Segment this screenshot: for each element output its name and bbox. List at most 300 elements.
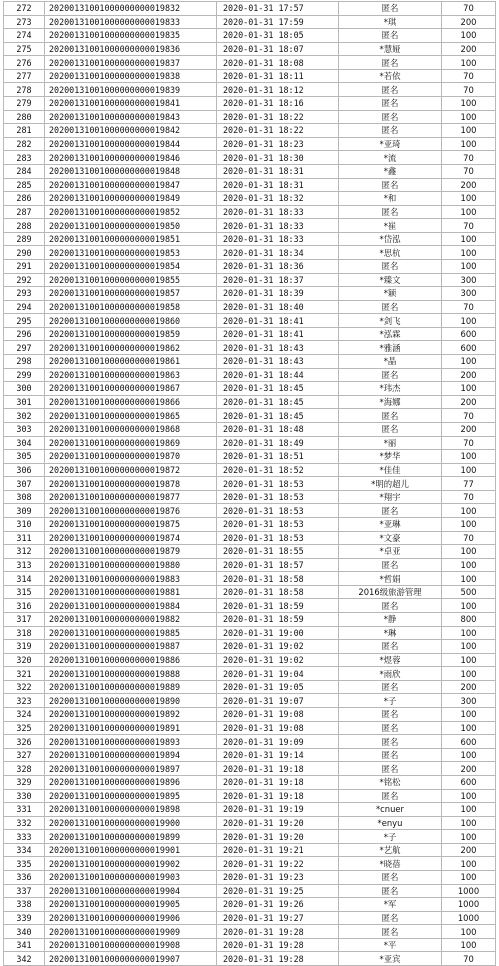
row-number-cell: 284 [4, 164, 45, 178]
amount-cell: 100 [442, 857, 496, 871]
amount-cell: 70 [442, 300, 496, 314]
order-id-cell: 20200131001000000000019907 [45, 952, 217, 966]
table-row [4, 273, 496, 287]
donor-name-cell: 匿名 [339, 735, 442, 749]
timestamp-cell: 2020-01-31 18:52 [217, 463, 339, 477]
amount-cell: 100 [442, 871, 496, 885]
timestamp-cell: 2020-01-31 17:59 [217, 15, 339, 29]
timestamp-cell: 2020-01-31 18:53 [217, 490, 339, 504]
row-number-cell: 277 [4, 69, 45, 83]
table-row [4, 735, 496, 749]
amount-cell: 1000 [442, 898, 496, 912]
timestamp-cell: 2020-01-31 18:44 [217, 368, 339, 382]
row-number-cell: 330 [4, 789, 45, 803]
row-number-cell: 298 [4, 355, 45, 369]
timestamp-cell: 2020-01-31 18:40 [217, 300, 339, 314]
amount-cell: 100 [442, 830, 496, 844]
amount-cell: 100 [442, 803, 496, 817]
amount-cell: 100 [442, 463, 496, 477]
table-row [4, 680, 496, 694]
order-id-cell: 20200131001000000000019895 [45, 789, 217, 803]
order-id-cell: 20200131001000000000019872 [45, 463, 217, 477]
table-row [4, 884, 496, 898]
order-id-cell: 20200131001000000000019833 [45, 15, 217, 29]
amount-cell: 500 [442, 585, 496, 599]
order-id-cell: 20200131001000000000019857 [45, 287, 217, 301]
timestamp-cell: 2020-01-31 18:23 [217, 137, 339, 151]
order-id-cell: 20200131001000000000019902 [45, 857, 217, 871]
table-row [4, 151, 496, 165]
donor-name-cell: *梦华 [339, 450, 442, 464]
timestamp-cell: 2020-01-31 19:22 [217, 857, 339, 871]
amount-cell: 100 [442, 97, 496, 111]
donor-name-cell: *铭松 [339, 775, 442, 789]
row-number-cell: 310 [4, 517, 45, 531]
amount-cell: 70 [442, 83, 496, 97]
donor-name-cell: 匿名 [339, 911, 442, 925]
row-number-cell: 278 [4, 83, 45, 97]
order-id-cell: 20200131001000000000019883 [45, 572, 217, 586]
table-row [4, 803, 496, 817]
timestamp-cell: 2020-01-31 19:18 [217, 762, 339, 776]
amount-cell: 600 [442, 775, 496, 789]
table-row [4, 246, 496, 260]
timestamp-cell: 2020-01-31 18:07 [217, 42, 339, 56]
order-id-cell: 20200131001000000000019903 [45, 871, 217, 885]
timestamp-cell: 2020-01-31 18:58 [217, 572, 339, 586]
donor-name-cell: 匿名 [339, 97, 442, 111]
donor-name-cell: *流 [339, 151, 442, 165]
row-number-cell: 280 [4, 110, 45, 124]
row-number-cell: 327 [4, 748, 45, 762]
table-row [4, 2, 496, 16]
donor-name-cell: *颖 [339, 287, 442, 301]
order-id-cell: 20200131001000000000019842 [45, 124, 217, 138]
amount-cell: 100 [442, 110, 496, 124]
table-row [4, 259, 496, 273]
table-row [4, 477, 496, 491]
row-number-cell: 338 [4, 898, 45, 912]
order-id-cell: 20200131001000000000019900 [45, 816, 217, 830]
row-number-cell: 279 [4, 97, 45, 111]
order-id-cell: 20200131001000000000019894 [45, 748, 217, 762]
order-id-cell: 20200131001000000000019901 [45, 843, 217, 857]
table-row [4, 925, 496, 939]
timestamp-cell: 2020-01-31 18:33 [217, 205, 339, 219]
order-id-cell: 20200131001000000000019905 [45, 898, 217, 912]
row-number-cell: 342 [4, 952, 45, 966]
amount-cell: 100 [442, 708, 496, 722]
donor-name-cell: 匿名 [339, 748, 442, 762]
timestamp-cell: 2020-01-31 18:43 [217, 341, 339, 355]
row-number-cell: 341 [4, 938, 45, 952]
amount-cell: 70 [442, 151, 496, 165]
order-id-cell: 20200131001000000000019896 [45, 775, 217, 789]
amount-cell: 100 [442, 599, 496, 613]
order-id-cell: 20200131001000000000019867 [45, 382, 217, 396]
table-row [4, 871, 496, 885]
row-number-cell: 292 [4, 273, 45, 287]
timestamp-cell: 2020-01-31 18:53 [217, 531, 339, 545]
row-number-cell: 296 [4, 327, 45, 341]
donor-name-cell: *亚琦 [339, 137, 442, 151]
order-id-cell: 20200131001000000000019849 [45, 192, 217, 206]
order-id-cell: 20200131001000000000019908 [45, 938, 217, 952]
donor-name-cell: 匿名 [339, 721, 442, 735]
timestamp-cell: 2020-01-31 18:33 [217, 232, 339, 246]
amount-cell: 100 [442, 748, 496, 762]
row-number-cell: 275 [4, 42, 45, 56]
amount-cell: 200 [442, 843, 496, 857]
order-id-cell: 20200131001000000000019858 [45, 300, 217, 314]
donor-name-cell: *琳 [339, 626, 442, 640]
row-number-cell: 307 [4, 477, 45, 491]
row-number-cell: 297 [4, 341, 45, 355]
timestamp-cell: 2020-01-31 19:08 [217, 708, 339, 722]
donor-name-cell: 匿名 [339, 884, 442, 898]
row-number-cell: 322 [4, 680, 45, 694]
timestamp-cell: 2020-01-31 18:08 [217, 56, 339, 70]
row-number-cell: 315 [4, 585, 45, 599]
table-row [4, 572, 496, 586]
timestamp-cell: 2020-01-31 19:18 [217, 775, 339, 789]
timestamp-cell: 2020-01-31 19:28 [217, 952, 339, 966]
order-id-cell: 20200131001000000000019876 [45, 504, 217, 518]
row-number-cell: 287 [4, 205, 45, 219]
order-id-cell: 20200131001000000000019909 [45, 925, 217, 939]
order-id-cell: 20200131001000000000019837 [45, 56, 217, 70]
timestamp-cell: 2020-01-31 18:32 [217, 192, 339, 206]
amount-cell: 100 [442, 382, 496, 396]
table-row [4, 531, 496, 545]
timestamp-cell: 2020-01-31 19:23 [217, 871, 339, 885]
table-row [4, 762, 496, 776]
amount-cell: 70 [442, 409, 496, 423]
donor-name-cell: 匿名 [339, 422, 442, 436]
amount-cell: 100 [442, 56, 496, 70]
order-id-cell: 20200131001000000000019852 [45, 205, 217, 219]
row-number-cell: 274 [4, 29, 45, 43]
table-row [4, 640, 496, 654]
table-row [4, 110, 496, 124]
timestamp-cell: 2020-01-31 19:18 [217, 789, 339, 803]
donor-name-cell: 匿名 [339, 504, 442, 518]
timestamp-cell: 2020-01-31 19:08 [217, 721, 339, 735]
table-row [4, 708, 496, 722]
table-row [4, 15, 496, 29]
table-row [4, 382, 496, 396]
timestamp-cell: 2020-01-31 18:37 [217, 273, 339, 287]
timestamp-cell: 2020-01-31 19:25 [217, 884, 339, 898]
donor-name-cell: 匿名 [339, 680, 442, 694]
amount-cell: 100 [442, 192, 496, 206]
donor-name-cell: *静 [339, 613, 442, 627]
row-number-cell: 283 [4, 151, 45, 165]
order-id-cell: 20200131001000000000019881 [45, 585, 217, 599]
row-number-cell: 290 [4, 246, 45, 260]
amount-cell: 100 [442, 667, 496, 681]
table-row [4, 42, 496, 56]
order-id-cell: 20200131001000000000019848 [45, 164, 217, 178]
amount-cell: 600 [442, 341, 496, 355]
amount-cell: 600 [442, 327, 496, 341]
table-row [4, 178, 496, 192]
order-id-cell: 20200131001000000000019890 [45, 694, 217, 708]
timestamp-cell: 2020-01-31 18:36 [217, 259, 339, 273]
table-row [4, 775, 496, 789]
donor-name-cell: *子 [339, 830, 442, 844]
order-id-cell: 20200131001000000000019843 [45, 110, 217, 124]
timestamp-cell: 2020-01-31 18:05 [217, 29, 339, 43]
order-id-cell: 20200131001000000000019889 [45, 680, 217, 694]
donor-name-cell: *子 [339, 694, 442, 708]
order-id-cell: 20200131001000000000019839 [45, 83, 217, 97]
donor-name-cell: *晶 [339, 355, 442, 369]
table-row [4, 69, 496, 83]
timestamp-cell: 2020-01-31 19:19 [217, 803, 339, 817]
amount-cell: 600 [442, 735, 496, 749]
row-number-cell: 320 [4, 653, 45, 667]
row-number-cell: 291 [4, 259, 45, 273]
amount-cell: 100 [442, 124, 496, 138]
table-row [4, 219, 496, 233]
table-row [4, 314, 496, 328]
order-id-cell: 20200131001000000000019847 [45, 178, 217, 192]
timestamp-cell: 2020-01-31 19:20 [217, 830, 339, 844]
table-row [4, 613, 496, 627]
amount-cell: 200 [442, 42, 496, 56]
donor-name-cell: *亚宾 [339, 952, 442, 966]
table-row [4, 29, 496, 43]
table-row [4, 898, 496, 912]
amount-cell: 77 [442, 477, 496, 491]
amount-cell: 100 [442, 626, 496, 640]
order-id-cell: 20200131001000000000019885 [45, 626, 217, 640]
donor-name-cell: *琪 [339, 15, 442, 29]
donor-name-cell: 匿名 [339, 300, 442, 314]
amount-cell: 100 [442, 938, 496, 952]
row-number-cell: 335 [4, 857, 45, 871]
donor-name-cell: *亚琳 [339, 517, 442, 531]
donor-name-cell: *臻文 [339, 273, 442, 287]
donor-name-cell: 匿名 [339, 708, 442, 722]
row-number-cell: 305 [4, 450, 45, 464]
amount-cell: 100 [442, 816, 496, 830]
donor-name-cell: 匿名 [339, 29, 442, 43]
row-number-cell: 313 [4, 558, 45, 572]
amount-cell: 100 [442, 137, 496, 151]
row-number-cell: 311 [4, 531, 45, 545]
table-row [4, 517, 496, 531]
row-number-cell: 334 [4, 843, 45, 857]
row-number-cell: 289 [4, 232, 45, 246]
order-id-cell: 20200131001000000000019892 [45, 708, 217, 722]
order-id-cell: 20200131001000000000019906 [45, 911, 217, 925]
amount-cell: 100 [442, 259, 496, 273]
donor-name-cell: *玮杰 [339, 382, 442, 396]
timestamp-cell: 2020-01-31 17:57 [217, 2, 339, 16]
order-id-cell: 20200131001000000000019850 [45, 219, 217, 233]
row-number-cell: 273 [4, 15, 45, 29]
timestamp-cell: 2020-01-31 18:59 [217, 613, 339, 627]
donor-name-cell: 匿名 [339, 871, 442, 885]
row-number-cell: 276 [4, 56, 45, 70]
table-row [4, 232, 496, 246]
table-row [4, 952, 496, 966]
order-id-cell: 20200131001000000000019862 [45, 341, 217, 355]
row-number-cell: 300 [4, 382, 45, 396]
donor-name-cell: *慧娅 [339, 42, 442, 56]
timestamp-cell: 2020-01-31 19:27 [217, 911, 339, 925]
order-id-cell: 20200131001000000000019897 [45, 762, 217, 776]
order-id-cell: 20200131001000000000019870 [45, 450, 217, 464]
table-row [4, 124, 496, 138]
timestamp-cell: 2020-01-31 18:33 [217, 219, 339, 233]
timestamp-cell: 2020-01-31 19:26 [217, 898, 339, 912]
amount-cell: 100 [442, 246, 496, 260]
order-id-cell: 20200131001000000000019898 [45, 803, 217, 817]
order-id-cell: 20200131001000000000019886 [45, 653, 217, 667]
amount-cell: 100 [442, 517, 496, 531]
row-number-cell: 332 [4, 816, 45, 830]
row-number-cell: 303 [4, 422, 45, 436]
donation-records-table [3, 1, 496, 966]
donor-name-cell: 2016级旅游管理 [339, 585, 442, 599]
table-row [4, 843, 496, 857]
row-number-cell: 323 [4, 694, 45, 708]
amount-cell: 70 [442, 531, 496, 545]
timestamp-cell: 2020-01-31 18:41 [217, 314, 339, 328]
amount-cell: 300 [442, 273, 496, 287]
order-id-cell: 20200131001000000000019874 [45, 531, 217, 545]
amount-cell: 100 [442, 450, 496, 464]
donor-name-cell: *雨欣 [339, 667, 442, 681]
donor-name-cell: 匿名 [339, 925, 442, 939]
donor-name-cell: *和 [339, 192, 442, 206]
donor-name-cell: 匿名 [339, 789, 442, 803]
order-id-cell: 20200131001000000000019879 [45, 545, 217, 559]
row-number-cell: 288 [4, 219, 45, 233]
order-id-cell: 20200131001000000000019841 [45, 97, 217, 111]
row-number-cell: 316 [4, 599, 45, 613]
donor-name-cell: 匿名 [339, 640, 442, 654]
order-id-cell: 20200131001000000000019904 [45, 884, 217, 898]
table-row [4, 504, 496, 518]
row-number-cell: 319 [4, 640, 45, 654]
amount-cell: 70 [442, 952, 496, 966]
order-id-cell: 20200131001000000000019882 [45, 613, 217, 627]
timestamp-cell: 2020-01-31 18:34 [217, 246, 339, 260]
timestamp-cell: 2020-01-31 19:28 [217, 925, 339, 939]
amount-cell: 100 [442, 205, 496, 219]
donor-name-cell: *翔宇 [339, 490, 442, 504]
donor-name-cell: 匿名 [339, 124, 442, 138]
amount-cell: 70 [442, 2, 496, 16]
order-id-cell: 20200131001000000000019877 [45, 490, 217, 504]
timestamp-cell: 2020-01-31 19:21 [217, 843, 339, 857]
table-row [4, 97, 496, 111]
timestamp-cell: 2020-01-31 18:49 [217, 436, 339, 450]
donor-name-cell: *文豪 [339, 531, 442, 545]
row-number-cell: 299 [4, 368, 45, 382]
timestamp-cell: 2020-01-31 18:30 [217, 151, 339, 165]
row-number-cell: 337 [4, 884, 45, 898]
donor-name-cell: 匿名 [339, 409, 442, 423]
row-number-cell: 325 [4, 721, 45, 735]
order-id-cell: 20200131001000000000019832 [45, 2, 217, 16]
donor-name-cell: 匿名 [339, 368, 442, 382]
order-id-cell: 20200131001000000000019863 [45, 368, 217, 382]
amount-cell: 1000 [442, 884, 496, 898]
table-row [4, 558, 496, 572]
order-id-cell: 20200131001000000000019860 [45, 314, 217, 328]
order-id-cell: 20200131001000000000019838 [45, 69, 217, 83]
amount-cell: 100 [442, 314, 496, 328]
timestamp-cell: 2020-01-31 19:28 [217, 938, 339, 952]
table-row [4, 395, 496, 409]
table-row [4, 545, 496, 559]
timestamp-cell: 2020-01-31 18:48 [217, 422, 339, 436]
donor-name-cell: *军 [339, 898, 442, 912]
row-number-cell: 321 [4, 667, 45, 681]
row-number-cell: 272 [4, 2, 45, 16]
amount-cell: 800 [442, 613, 496, 627]
table-row [4, 164, 496, 178]
table-row [4, 436, 496, 450]
order-id-cell: 20200131001000000000019868 [45, 422, 217, 436]
amount-cell: 100 [442, 232, 496, 246]
timestamp-cell: 2020-01-31 19:00 [217, 626, 339, 640]
donor-name-cell: *哲娟 [339, 572, 442, 586]
order-id-cell: 20200131001000000000019854 [45, 259, 217, 273]
row-number-cell: 339 [4, 911, 45, 925]
row-number-cell: 281 [4, 124, 45, 138]
amount-cell: 100 [442, 504, 496, 518]
timestamp-cell: 2020-01-31 18:45 [217, 409, 339, 423]
order-id-cell: 20200131001000000000019851 [45, 232, 217, 246]
row-number-cell: 312 [4, 545, 45, 559]
table-row [4, 83, 496, 97]
order-id-cell: 20200131001000000000019844 [45, 137, 217, 151]
timestamp-cell: 2020-01-31 18:31 [217, 164, 339, 178]
timestamp-cell: 2020-01-31 18:22 [217, 124, 339, 138]
donor-name-cell: *enyu [339, 816, 442, 830]
row-number-cell: 294 [4, 300, 45, 314]
donor-name-cell: 匿名 [339, 558, 442, 572]
row-number-cell: 308 [4, 490, 45, 504]
table-row [4, 56, 496, 70]
amount-cell: 70 [442, 164, 496, 178]
timestamp-cell: 2020-01-31 18:55 [217, 545, 339, 559]
amount-cell: 100 [442, 29, 496, 43]
row-number-cell: 301 [4, 395, 45, 409]
amount-cell: 200 [442, 15, 496, 29]
donor-name-cell: *剑飞 [339, 314, 442, 328]
amount-cell: 70 [442, 490, 496, 504]
table-row [4, 938, 496, 952]
table-row [4, 287, 496, 301]
table-row [4, 192, 496, 206]
donor-name-cell: 匿名 [339, 599, 442, 613]
order-id-cell: 20200131001000000000019853 [45, 246, 217, 260]
timestamp-cell: 2020-01-31 18:59 [217, 599, 339, 613]
timestamp-cell: 2020-01-31 18:41 [217, 327, 339, 341]
timestamp-cell: 2020-01-31 18:39 [217, 287, 339, 301]
table-row [4, 748, 496, 762]
amount-cell: 70 [442, 69, 496, 83]
timestamp-cell: 2020-01-31 18:43 [217, 355, 339, 369]
table-row [4, 694, 496, 708]
